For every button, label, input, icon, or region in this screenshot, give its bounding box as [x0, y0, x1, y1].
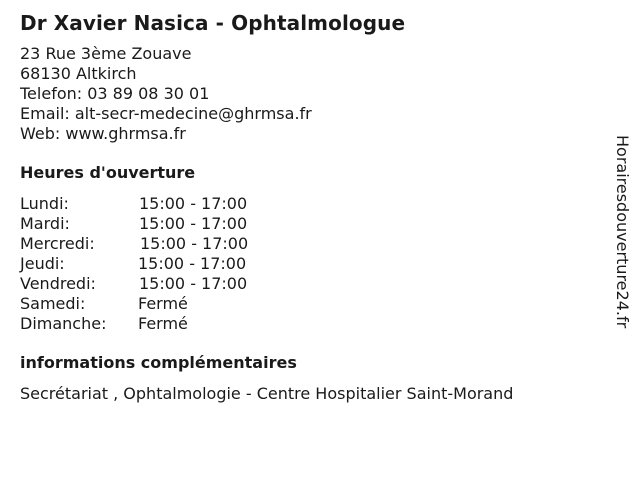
day-label: Lundi:: [20, 194, 69, 213]
time-value: 15:00 - 17:00: [139, 214, 248, 233]
day-label: Mardi:: [20, 214, 70, 233]
address-street: 23 Rue 3ème Zouave: [20, 44, 192, 63]
address-block: [20, 44, 312, 144]
web-line: Web: www.ghrmsa.fr: [20, 124, 186, 143]
day-label: Jeudi:: [20, 254, 65, 273]
time-value: 15:00 - 17:00: [138, 254, 247, 273]
time-value: 15:00 - 17:00: [139, 274, 248, 293]
email-line: Email: alt-secr-medecine@ghrmsa.fr: [20, 104, 312, 123]
time-value: 15:00 - 17:00: [139, 194, 248, 213]
address-city: 68130 Altkirch: [20, 64, 137, 83]
info-text: Secrétariat , Ophtalmologie - Centre Hospitalier Saint-Morand: [20, 384, 514, 403]
time-value: Fermé: [138, 294, 188, 313]
info-heading: informations complémentaires: [20, 353, 297, 372]
day-label: Samedi:: [20, 294, 86, 313]
page-title: Dr Xavier Nasica - Ophtalmologue: [20, 11, 406, 35]
phone-line: Telefon: 03 89 08 30 01: [20, 84, 210, 103]
day-label: Mercredi:: [20, 234, 95, 253]
day-label: Dimanche:: [20, 314, 107, 333]
side-brand-watermark: Horairesdouverture24.fr: [613, 135, 632, 329]
time-value: Fermé: [138, 314, 188, 333]
day-label: Vendredi:: [20, 274, 96, 293]
time-value: 15:00 - 17:00: [140, 234, 249, 253]
hours-heading: Heures d'ouverture: [20, 163, 196, 182]
